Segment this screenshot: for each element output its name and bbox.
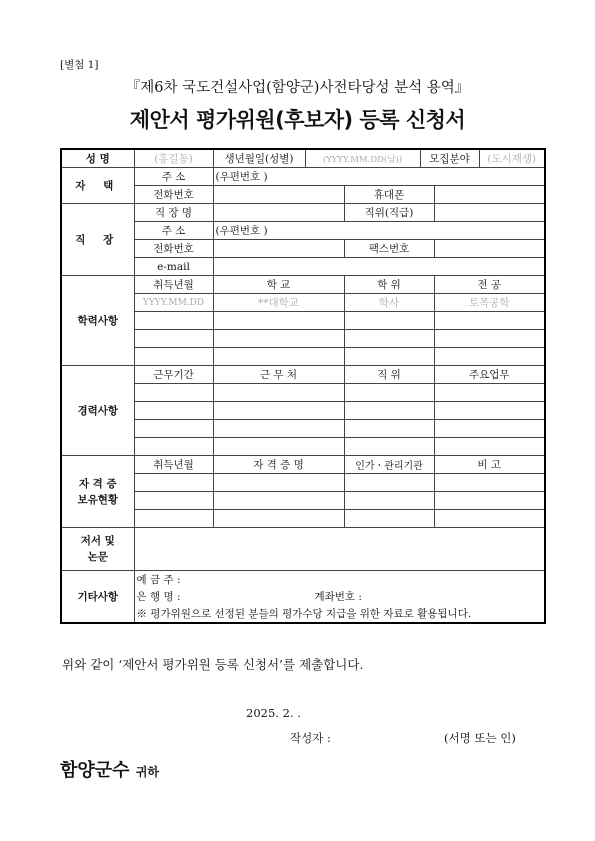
submission-date: 2025. 2. . (246, 706, 301, 720)
declaration-text: 위와 같이 ‘제안서 평가위원 등록 신청서’를 제출합니다. (62, 657, 364, 672)
career-header-duties: 주요업무 (434, 366, 545, 384)
signature-label: (서명 또는 인) (444, 731, 516, 745)
edu-header-degree: 학 위 (344, 276, 434, 294)
license-section-line2: 보유현황 (77, 493, 119, 506)
home-address-field[interactable]: (우편번호 ) (213, 168, 545, 186)
education-section: 학력사항 (61, 276, 134, 366)
license-header-agency: 인가ㆍ관리기관 (344, 456, 434, 474)
recipient-suffix: 귀하 (135, 765, 160, 779)
company-field[interactable] (213, 204, 344, 222)
table-row (61, 474, 545, 492)
edu-header-date: 취득년월 (134, 276, 213, 294)
edu-example-school[interactable]: **대학교 (213, 294, 344, 312)
publications-line1: 저서 및 (80, 535, 115, 547)
form-title: 제안서 평가위원(후보자) 등록 신청서 (129, 108, 466, 132)
name-field[interactable]: (홍길동) (134, 149, 213, 168)
home-address-label: 주 소 (134, 168, 213, 186)
edu-header-school: 학 교 (213, 276, 344, 294)
email-label: e-mail (134, 258, 213, 276)
table-row (61, 420, 545, 438)
recipient (60, 756, 159, 782)
edu-header-major: 전 공 (434, 276, 545, 294)
work-phone-label: 전화번호 (134, 240, 213, 258)
table-row (61, 510, 545, 528)
birth-label: 생년월일(성별) (214, 150, 306, 167)
work-address-label: 주 소 (134, 222, 213, 240)
publications-field[interactable] (134, 528, 545, 571)
bank-field[interactable]: 은 행 명 : (136, 591, 181, 603)
work-section-label: 직 장 (75, 234, 121, 246)
career-header-employer: 근 무 처 (213, 366, 344, 384)
company-label: 직 장 명 (134, 204, 213, 222)
payment-note: ※ 평가위원으로 선정된 분들의 평가수당 지급을 위한 자료로 활용됩니다. (134, 605, 545, 623)
position-label: 직위(직급) (344, 204, 434, 222)
publications-line2: 논문 (87, 551, 108, 563)
license-header-remarks: 비 고 (434, 456, 545, 474)
work-address-field[interactable]: (우편번호 ) (213, 222, 545, 240)
field-label: 모집분야 (420, 150, 479, 167)
mobile-field[interactable] (434, 186, 545, 204)
table-row (61, 330, 545, 348)
home-section-label: 자 택 (75, 180, 121, 192)
field-field[interactable]: (도시재생) (487, 153, 537, 165)
edu-example-date[interactable]: YYYY.MM.DD (134, 294, 213, 312)
home-phone-field[interactable] (213, 186, 344, 204)
license-section (61, 456, 134, 528)
recipient-name: 함양군수 (60, 760, 130, 781)
edu-example-degree[interactable]: 학사 (344, 294, 434, 312)
bank-account-row (134, 588, 545, 605)
fax-label: 팩스번호 (344, 240, 434, 258)
position-field[interactable] (434, 204, 545, 222)
license-section-line1: 자 격 증 (78, 477, 117, 490)
career-header-period: 근무기간 (134, 366, 213, 384)
name-label: 성 명 (61, 149, 134, 168)
work-phone-field[interactable] (213, 240, 344, 258)
other-section: 기타사항 (61, 571, 134, 624)
work-section (61, 204, 134, 276)
depositor-field[interactable]: 예 금 주 : (134, 571, 545, 589)
table-row (61, 312, 545, 330)
license-header-date: 취득년월 (134, 456, 213, 474)
table-row (61, 438, 545, 456)
personal-info-row (213, 149, 545, 168)
career-header-position: 직 위 (344, 366, 434, 384)
attachment-label: [별첨 1] (60, 59, 99, 71)
table-row (61, 384, 545, 402)
writer-label: 작성자 : (290, 731, 331, 745)
home-section (61, 168, 134, 204)
mobile-label: 휴대폰 (344, 186, 434, 204)
project-title: 『제6차 국도건설사업(함양군)사전타당성 분석 용역』 (125, 80, 470, 96)
email-field[interactable] (213, 258, 545, 276)
publications-section (61, 528, 134, 571)
fax-field[interactable] (434, 240, 545, 258)
birth-field[interactable]: (YYYY.MM.DD(남)) (305, 150, 420, 167)
home-phone-label: 전화번호 (134, 186, 213, 204)
account-field[interactable]: 계좌번호 : (314, 591, 362, 603)
table-row (61, 348, 545, 366)
career-section: 경력사항 (61, 366, 134, 456)
registration-form (60, 148, 546, 624)
edu-example-major[interactable]: 토목공학 (434, 294, 545, 312)
table-row (61, 402, 545, 420)
license-header-name: 자 격 증 명 (213, 456, 344, 474)
table-row (61, 492, 545, 510)
